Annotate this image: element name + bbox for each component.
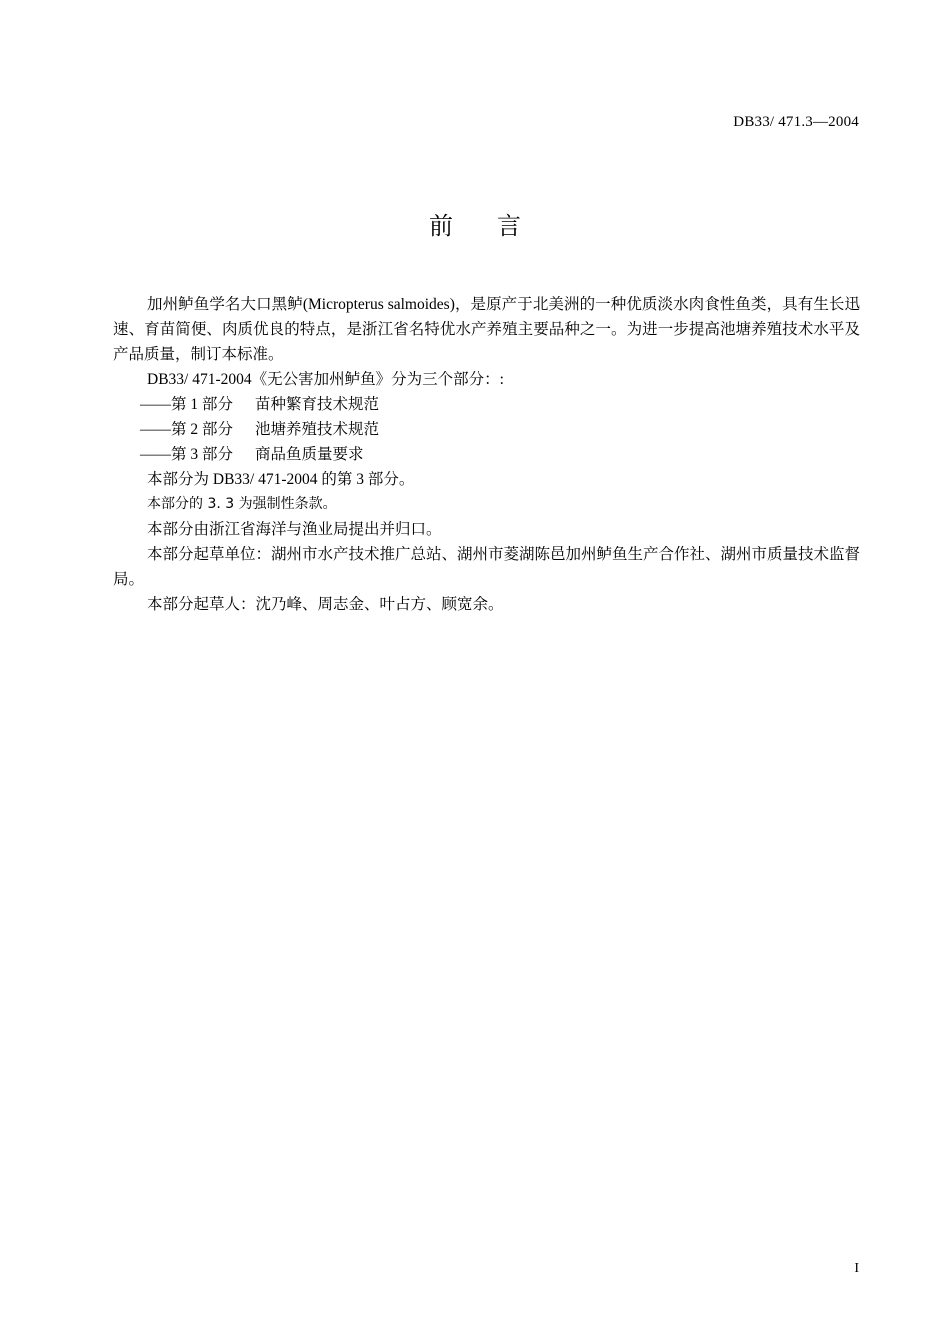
drafters-paragraph: 本部分起草人：沈乃峰、周志金、叶占方、顾宽余。: [147, 596, 504, 613]
standard-code: DB33/ 471.3—2004: [733, 114, 859, 130]
part-list-item: [113, 417, 860, 442]
mandatory-clause-paragraph: 本部分的 3. 3 为强制性条款。: [147, 496, 337, 512]
foreword-body: [113, 292, 860, 617]
part-name: 池塘养殖技术规范: [255, 421, 380, 438]
part-list-item: [113, 442, 860, 467]
intro-paragraph: 加州鲈鱼学名大口黑鲈(Micropterus salmoides)，是原产于北美洲的一种优质淡水肉食性鱼类，具有生长迅速、育苗简便、肉质优良的特点，是浙江省名特优水产养殖主要品种之一。为进一步提高池塘养殖技术水平及产品质量，制订本标准。: [113, 296, 860, 363]
part-number: ——第 1 部分: [140, 396, 234, 413]
drafting-units-paragraph: 本部分起草单位：湖州市水产技术推广总站、湖州市菱湖陈邑加州鲈鱼生产合作社、湖州市质量技术监督局。: [113, 546, 861, 588]
part-number: ——第 2 部分: [140, 421, 234, 438]
page-title: 前言: [429, 212, 565, 240]
proposed-by-paragraph: 本部分由浙江省海洋与渔业局提出并归口。: [147, 521, 442, 538]
part-name: 商品鱼质量要求: [255, 446, 364, 463]
part-name: 苗种繁育技术规范: [255, 396, 380, 413]
parts-intro-paragraph: DB33/ 471-2004《无公害加州鲈鱼》分为三个部分：:: [147, 371, 504, 388]
part-number: ——第 3 部分: [140, 446, 234, 463]
page-number: I: [854, 1261, 859, 1276]
this-part-paragraph: 本部分为 DB33/ 471-2004 的第 3 部分。: [147, 471, 415, 488]
part-list-item: [113, 392, 860, 417]
